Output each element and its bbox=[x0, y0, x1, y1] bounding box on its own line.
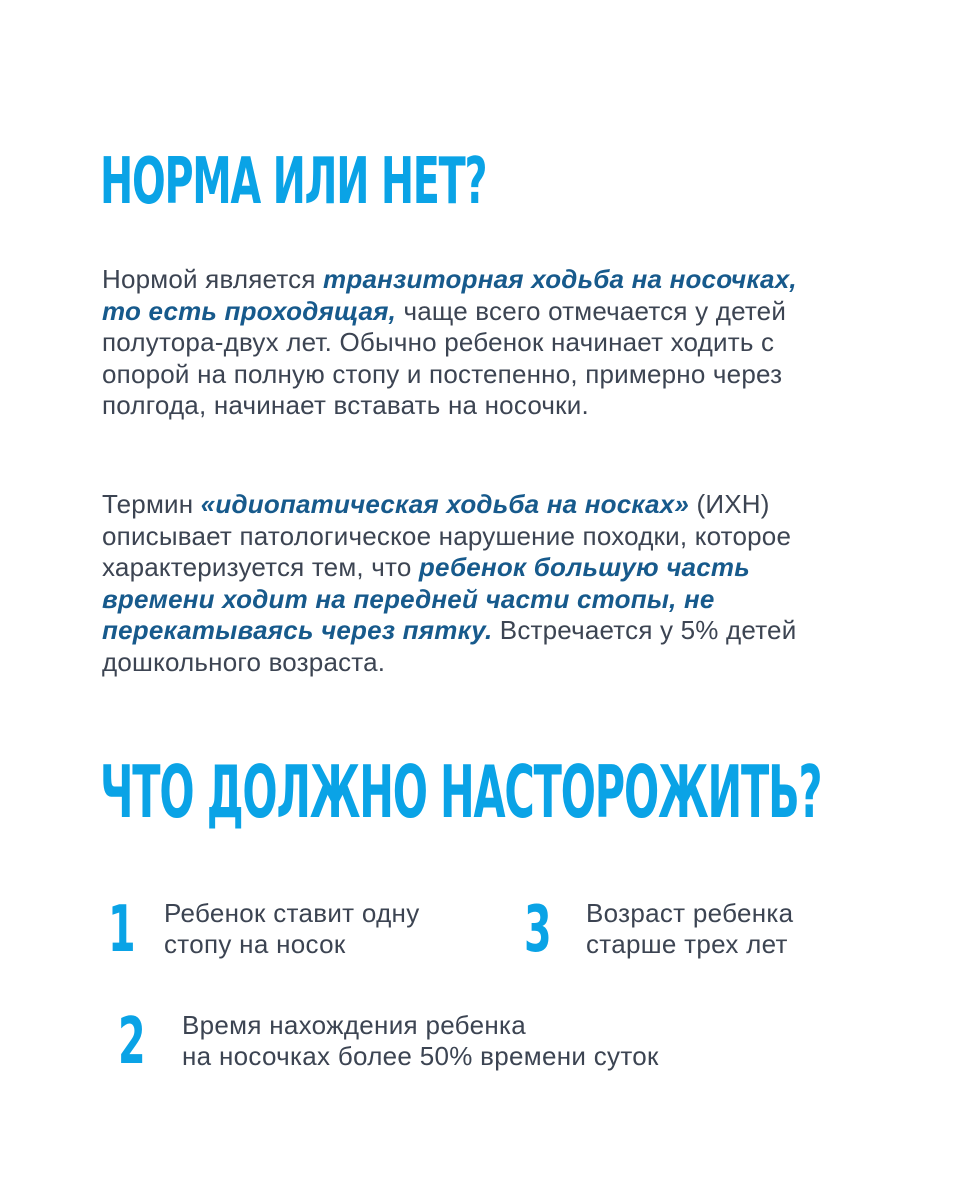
list-item bbox=[108, 893, 420, 967]
item-text bbox=[182, 1010, 659, 1072]
item-text bbox=[586, 898, 793, 960]
list-item bbox=[524, 893, 794, 967]
heading-alert: ЧТО ДОЛЖНО НАСТОРОЖИТЬ? bbox=[100, 750, 822, 834]
paragraph-norm bbox=[102, 264, 822, 422]
item-number: 3 bbox=[524, 893, 552, 967]
para1-text-2: чаще всего отмечается у детей полутора-двух лет. Обычно ребенок начинает ходить с опорой на полную стопу и постепенно, примерно через полгода, начинает вставать на носочки. bbox=[102, 295, 787, 420]
item-text-line: стопу на носок bbox=[164, 929, 346, 959]
list-item bbox=[118, 1005, 659, 1079]
para1-text-1: Нормой является bbox=[102, 264, 324, 294]
para2-emphasis-1: «идиопатическая ходьба на носках» bbox=[200, 489, 690, 519]
para2-text-2: (ИХН) описывает патологическое нарушение походки, которое характеризуется тем, что bbox=[102, 489, 792, 582]
heading-norm: НОРМА ИЛИ НЕТ? bbox=[100, 145, 487, 219]
item-text-line: Время нахождения ребенка bbox=[182, 1010, 526, 1040]
para1-emphasis-1: транзиторная ходьба на носочках, то есть проходящая, bbox=[102, 264, 797, 326]
item-text-line: Ребенок ставит одну bbox=[164, 898, 420, 928]
paragraph-idiopathic bbox=[102, 489, 822, 678]
para2-text-3: Встречается у 5% детей дошкольного возраста. bbox=[102, 615, 797, 677]
item-text-line: старше трех лет bbox=[586, 929, 788, 959]
item-text-line: Возраст ребенка bbox=[586, 898, 794, 928]
item-number: 2 bbox=[118, 1005, 146, 1079]
para2-text-1: Термин bbox=[102, 489, 201, 519]
item-text bbox=[164, 898, 420, 960]
para2-emphasis-2: ребенок большую часть времени ходит на передней части стопы, не перекатываясь через пятку. bbox=[102, 552, 750, 645]
item-number: 1 bbox=[108, 893, 136, 967]
item-text-line: на носочках более 50% времени суток bbox=[182, 1041, 659, 1071]
